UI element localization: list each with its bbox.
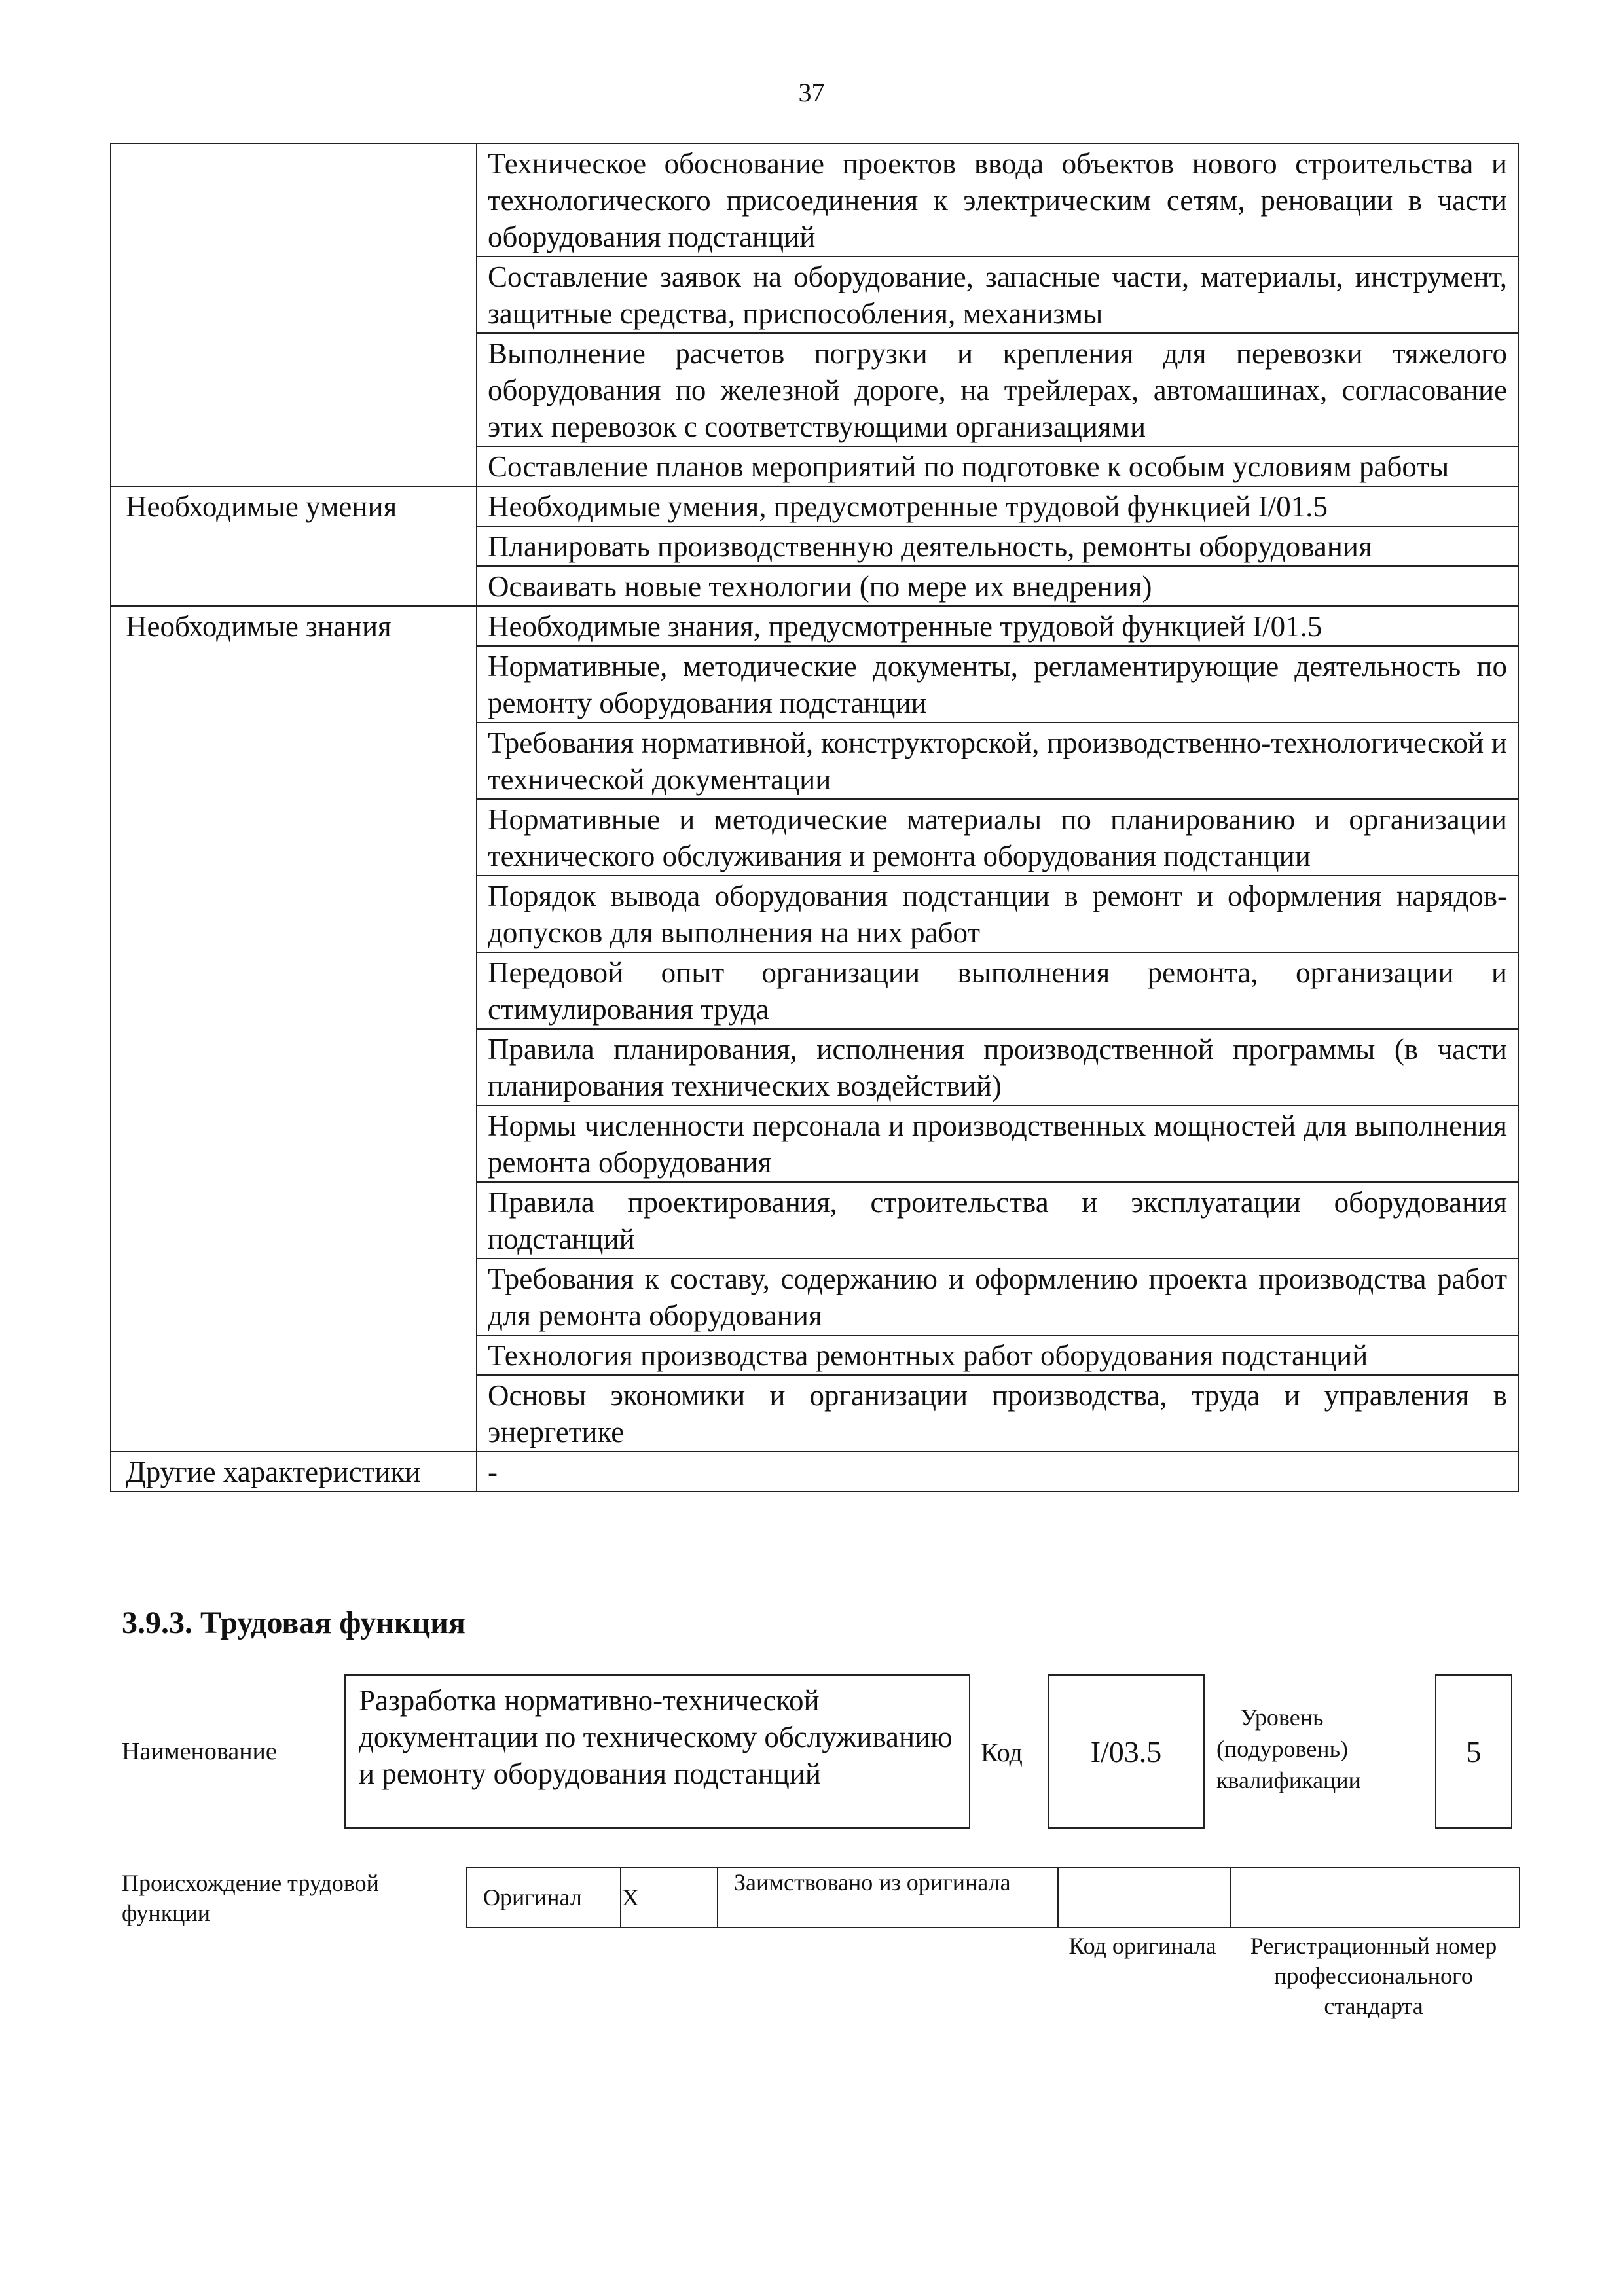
original-code-cell bbox=[1058, 1867, 1230, 1928]
row-text: Нормы численности персонала и производственных мощностей для выполнения ремонта оборудования bbox=[477, 1105, 1518, 1182]
original-mark: X bbox=[621, 1867, 718, 1928]
origin-label: Происхождение трудовой функции bbox=[122, 1870, 379, 1926]
borrowed-label-cell: Заимствовано из оригинала bbox=[718, 1867, 1058, 1928]
table-row bbox=[111, 1452, 1518, 1492]
row-text: Основы экономики и организации производства, труда и управления в энергетике bbox=[477, 1375, 1518, 1452]
row-label-skills: Необходимые умения bbox=[111, 486, 477, 606]
function-code-box bbox=[1048, 1674, 1205, 1829]
row-text: Правила планирования, исполнения производственной программы (в части планирования технических воздействий) bbox=[477, 1029, 1518, 1105]
row-text: Составление планов мероприятий по подготовке к особым условиям работы bbox=[477, 446, 1518, 486]
name-label: Наименование bbox=[122, 1738, 277, 1765]
row-label bbox=[111, 143, 477, 486]
code-label: Код bbox=[981, 1738, 1023, 1767]
row-text: Техническое обоснование проектов ввода объектов нового строительства и технологического присоединения к электрическим сетям, реновации в части оборудования подстанций bbox=[477, 143, 1518, 257]
row-text: - bbox=[477, 1452, 1518, 1492]
row-text: Требования к составу, содержанию и оформлению проекта производства работ для ремонта оборудования bbox=[477, 1259, 1518, 1335]
level-value: 5 bbox=[1466, 1734, 1482, 1768]
row-text: Необходимые умения, предусмотренные трудовой функцией I/01.5 bbox=[477, 486, 1518, 526]
page-number: 37 bbox=[798, 78, 825, 107]
caption-original-code: Код оригинала bbox=[1068, 1933, 1216, 1959]
table-row bbox=[111, 606, 1518, 646]
origin-table bbox=[466, 1867, 1520, 1928]
row-label-knowledge: Необходимые знания bbox=[111, 606, 477, 1452]
row-text: Технология производства ремонтных работ оборудования подстанций bbox=[477, 1335, 1518, 1375]
level-label: Уровень (подуровень) квалификации bbox=[1216, 1704, 1361, 1793]
row-text: Требования нормативной, конструкторской, производственно-технологической и технической документации bbox=[477, 723, 1518, 799]
row-text: Составление заявок на оборудование, запасные части, материалы, инструмент, защитные средства, приспособления, механизмы bbox=[477, 257, 1518, 333]
origin-row bbox=[467, 1867, 1520, 1928]
section-title: 3.9.3. Трудовая функция bbox=[122, 1605, 465, 1640]
original-label-cell: Оригинал bbox=[467, 1867, 621, 1928]
knowledge-skills-table bbox=[110, 143, 1519, 1492]
row-text: Осваивать новые технологии (по мере их внедрения) bbox=[477, 566, 1518, 606]
table-row bbox=[111, 143, 1518, 257]
function-code-value: I/03.5 bbox=[1090, 1734, 1162, 1768]
row-label-other: Другие характеристики bbox=[111, 1452, 477, 1492]
row-text: Передовой опыт организации выполнения ремонта, организации и стимулирования труда bbox=[477, 952, 1518, 1029]
function-name-box: Разработка нормативно-технической документации по техническому обслуживанию и ремонту оборудования подстанций bbox=[344, 1674, 970, 1829]
row-text: Нормативные и методические материалы по планированию и организации технического обслуживания и ремонта оборудования подстанции bbox=[477, 799, 1518, 876]
row-text: Необходимые знания, предусмотренные трудовой функцией I/01.5 bbox=[477, 606, 1518, 646]
row-text: Выполнение расчетов погрузки и крепления для перевозки тяжелого оборудования по железной дороге, на трейлерах, автомашинах, согласование этих перевозок с соответствующими организациями bbox=[477, 333, 1518, 446]
row-text: Нормативные, методические документы, регламентирующие деятельность по ремонту оборудования подстанции bbox=[477, 646, 1518, 723]
row-text: Правила проектирования, строительства и эксплуатации оборудования подстанций bbox=[477, 1182, 1518, 1259]
row-text: Порядок вывода оборудования подстанции в ремонт и оформления нарядов-допусков для выполнения на них работ bbox=[477, 876, 1518, 952]
row-text: Планировать производственную деятельность, ремонты оборудования bbox=[477, 526, 1518, 566]
caption-reg-number: Регистрационный номер профессионального стандарта bbox=[1250, 1933, 1497, 2019]
reg-number-cell bbox=[1230, 1867, 1520, 1928]
table-row bbox=[111, 486, 1518, 526]
level-box bbox=[1435, 1674, 1512, 1829]
